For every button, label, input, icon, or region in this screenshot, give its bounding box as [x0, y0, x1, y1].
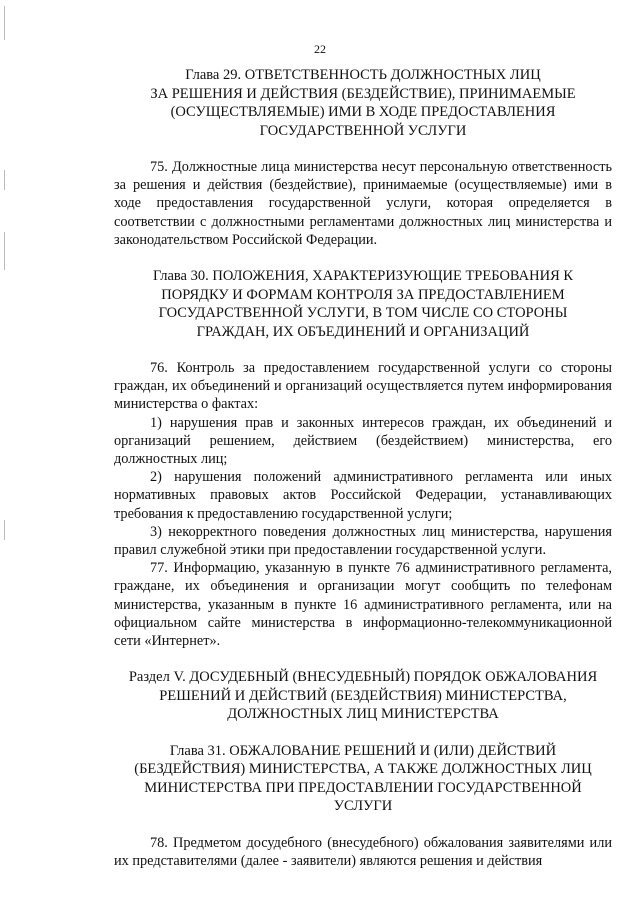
heading-line: Глава 29. ОТВЕТСТВЕННОСТЬ ДОЛЖНОСТНЫХ ЛИЦ — [185, 67, 541, 83]
page-number: 22 — [314, 42, 326, 56]
paragraph-75: 75. Должностные лица министерства несут персональную ответственность за решения и действия (бездействие), принимаемые (осуществляемые) ими в ходе предоставления государственной услуги, которая определяется в соответствии с должностными регламентами должностных лиц министерства и законодательством Российской Федерации. — [114, 159, 612, 248]
paragraph-76: 76. Контроль за предоставлением государственной услуги со стороны граждан, их объединений и организаций осуществляется путем информирования министерства о фактах: — [114, 360, 612, 413]
heading-line: ГРАЖДАН, ИХ ОБЪЕДИНЕНИЙ И ОРГАНИЗАЦИЙ — [196, 323, 530, 340]
heading-line: Глава 31. ОБЖАЛОВАНИЕ РЕШЕНИЙ И (ИЛИ) ДЕЙСТВИЙ — [169, 742, 557, 759]
list-item-1: 1) нарушения прав и законных интересов граждан, их объединений и организаций решением, действием (бездействием) министерства, его должностных лиц; — [114, 414, 612, 468]
chapter-29-heading — [114, 66, 612, 140]
heading-line: МИНИСТЕРСТВА ПРИ ПРЕДОСТАВЛЕНИИ ГОСУДАРСТВЕННОЙ — [144, 779, 582, 796]
list-item-3: 3) некорректного поведения должностных лиц министерства, нарушения правил служебной этики при предоставлении государственной услуги. — [114, 523, 612, 559]
heading-line: ПОРЯДКУ И ФОРМАМ КОНТРОЛЯ ЗА ПРЕДОСТАВЛЕНИЕМ — [161, 286, 565, 303]
section-5-heading — [114, 668, 612, 724]
heading-line: РЕШЕНИЙ И ДЕЙСТВИЙ (БЕЗДЕЙСТВИЯ) МИНИСТЕРСТВА, — [159, 687, 567, 704]
chapter-31-heading — [114, 742, 612, 816]
list-item-2: 2) нарушения положений административного регламента или иных нормативных правовых актов Российской Федерации, устанавливающих требования к предоставлению государственной услуги; — [114, 469, 612, 522]
scan-margin-mark — [4, 232, 5, 270]
heading-line: ДОЛЖНОСТНЫХ ЛИЦ МИНИСТЕРСТВА — [227, 706, 499, 723]
scan-margin-mark — [4, 520, 5, 540]
heading-line: (ОСУЩЕСТВЛЯЕМЫЕ) ИМИ В ХОДЕ ПРЕДОСТАВЛЕНИЯ — [170, 104, 556, 120]
document-body — [114, 66, 612, 870]
heading-line: Глава 30. ПОЛОЖЕНИЯ, ХАРАКТЕРИЗУЮЩИЕ ТРЕБОВАНИЯ К — [152, 268, 574, 285]
paragraph-78: 78. Предметом досудебного (внесудебного) обжалования заявителями или их представителями (далее - заявители) являются решения и действия — [114, 834, 612, 869]
scan-margin-mark — [4, 170, 5, 190]
heading-line: ГОСУДАРСТВЕННОЙ УСЛУГИ — [259, 122, 467, 139]
scan-margin-mark — [4, 6, 5, 40]
paragraph-77: 77. Информацию, указанную в пункте 76 административного регламента, граждане, их объединения и организации могут сообщить по телефонам министерства, указанным в пункте 16 административного регламента, или на официальном сайте министерства в информационно-телекоммуникационной сети «Интернет». — [114, 560, 612, 650]
heading-line: Раздел V. ДОСУДЕБНЫЙ (ВНЕСУДЕБНЫЙ) ПОРЯДОК ОБЖАЛОВАНИЯ — [128, 669, 598, 686]
chapter-30-heading — [114, 267, 612, 341]
heading-line: (БЕЗДЕЙСТВИЯ) МИНИСТЕРСТВА, А ТАКЖЕ ДОЛЖНОСТНЫХ ЛИЦ — [134, 761, 592, 778]
heading-line: ЗА РЕШЕНИЯ И ДЕЙСТВИЯ (БЕЗДЕЙСТВИЕ), ПРИНИМАЕМЫЕ — [150, 85, 576, 102]
heading-line: УСЛУГИ — [333, 798, 393, 815]
heading-line: ГОСУДАРСТВЕННОЙ УСЛУГИ, В ТОМ ЧИСЛЕ СО СТОРОНЫ — [158, 305, 568, 322]
